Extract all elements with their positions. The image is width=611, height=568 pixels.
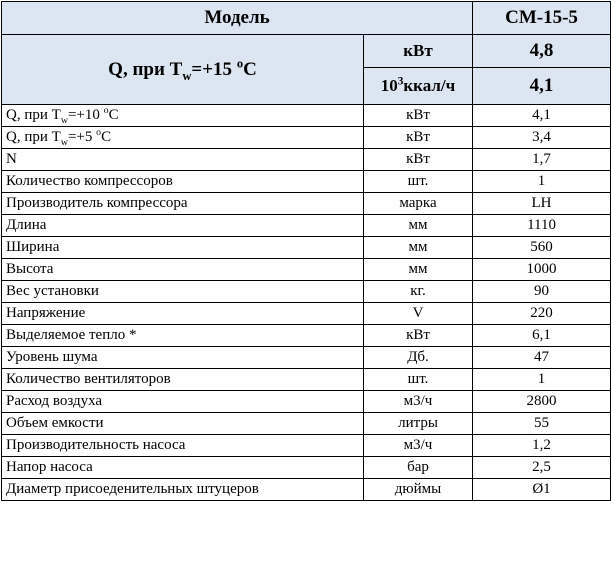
table-row (2, 215, 611, 237)
param-name: Уровень шума (2, 347, 364, 369)
param-value: 2,5 (473, 457, 611, 479)
table-row (2, 347, 611, 369)
param-name: Длина (2, 215, 364, 237)
param-name: Напор насоса (2, 457, 364, 479)
param-unit: шт. (364, 171, 473, 193)
param-unit: кВт (364, 325, 473, 347)
table-row (2, 457, 611, 479)
param-name: Количество компрессоров (2, 171, 364, 193)
param-unit: V (364, 303, 473, 325)
model-value: CM-15-5 (473, 2, 611, 35)
param-name: Напряжение (2, 303, 364, 325)
table-row (2, 391, 611, 413)
table-row (2, 325, 611, 347)
value-kw-header: 4,8 (473, 35, 611, 68)
param-name: Высота (2, 259, 364, 281)
param-unit: м3/ч (364, 435, 473, 457)
param-unit: кВт (364, 149, 473, 171)
param-unit: кг. (364, 281, 473, 303)
spec-table (1, 1, 611, 501)
param-value: 1 (473, 369, 611, 391)
param-value: LH (473, 193, 611, 215)
param-value: 4,1 (473, 105, 611, 127)
model-label: Модель (2, 2, 473, 35)
header-row-q-kw (2, 35, 611, 68)
q-main-label: Q, при $T_w=+15$ $^o$C (2, 35, 364, 105)
param-unit: шт. (364, 369, 473, 391)
param-unit: дюймы (364, 479, 473, 501)
table-row (2, 127, 611, 149)
param-unit: марка (364, 193, 473, 215)
param-value: 2800 (473, 391, 611, 413)
param-unit: кВт (364, 127, 473, 149)
param-name: Количество вентиляторов (2, 369, 364, 391)
param-name: Q, при $T_w=+5$ $^o$C (2, 127, 364, 149)
param-value: 1,7 (473, 149, 611, 171)
param-value: 3,4 (473, 127, 611, 149)
param-value: Ø1 (473, 479, 611, 501)
param-value: 1,2 (473, 435, 611, 457)
table-row (2, 281, 611, 303)
param-value: 1 (473, 171, 611, 193)
param-name: Q, при $T_w=+10$ $^o$C (2, 105, 364, 127)
param-unit: мм (364, 237, 473, 259)
param-value: 560 (473, 237, 611, 259)
table-row (2, 369, 611, 391)
unit-kcal-header: $10^3ккал/ч$ (364, 68, 473, 105)
param-unit: мм (364, 215, 473, 237)
param-name: Производитель компрессора (2, 193, 364, 215)
table-row (2, 259, 611, 281)
table-row (2, 413, 611, 435)
param-value: 90 (473, 281, 611, 303)
param-unit: м3/ч (364, 391, 473, 413)
table-row (2, 435, 611, 457)
param-value: 1110 (473, 215, 611, 237)
param-name: Вес установки (2, 281, 364, 303)
header-row-model (2, 2, 611, 35)
param-name: Производительность насоса (2, 435, 364, 457)
param-value: 220 (473, 303, 611, 325)
param-name: N (2, 149, 364, 171)
param-name: Ширина (2, 237, 364, 259)
param-unit: кВт (364, 105, 473, 127)
param-value: 1000 (473, 259, 611, 281)
table-row (2, 149, 611, 171)
param-name: Выделяемое тепло * (2, 325, 364, 347)
table-row (2, 479, 611, 501)
param-unit: мм (364, 259, 473, 281)
param-value: 55 (473, 413, 611, 435)
table-row (2, 105, 611, 127)
param-unit: литры (364, 413, 473, 435)
table-row (2, 237, 611, 259)
param-name: Диаметр присоеденительных штуцеров (2, 479, 364, 501)
param-value: 6,1 (473, 325, 611, 347)
unit-kw-header: кВт (364, 35, 473, 68)
param-unit: Дб. (364, 347, 473, 369)
param-name: Расход воздуха (2, 391, 364, 413)
param-name: Объем емкости (2, 413, 364, 435)
param-value: 47 (473, 347, 611, 369)
table-row (2, 303, 611, 325)
table-row (2, 171, 611, 193)
param-unit: бар (364, 457, 473, 479)
value-kcal-header: 4,1 (473, 68, 611, 105)
table-row (2, 193, 611, 215)
